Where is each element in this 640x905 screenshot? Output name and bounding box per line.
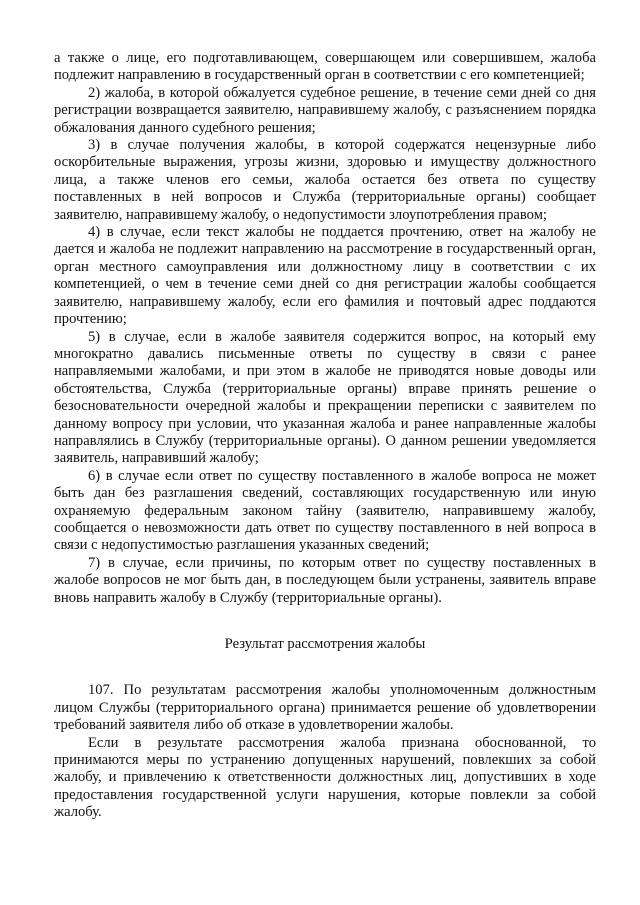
- paragraph-item-3: 3) в случае получения жалобы, в которой содержатся нецензурные либо оскорбительные выражения, угрозы жизни, здоровью и имуществу должностного лица, а также членов его семьи, жалоба остается без ответа по существу поставленных в ней вопросов и Служба (территориальные органы) сообщает заявителю, направившему жалобу, о недопустимости злоупотребления правом;: [54, 137, 596, 223]
- document-page: [54, 50, 596, 822]
- paragraph-107: 107. По результатам рассмотрения жалобы уполномоченным должностным лицом Службы (территориального органа) принимается решение об удовлетворении требований заявителя либо об отказе в удовлетворении жалобы.: [54, 682, 596, 734]
- paragraph-continuation: а также о лице, его подготавливающем, совершающем или совершившем, жалоба подлежит направлению в государственный орган в соответствии с его компетенцией;: [54, 50, 596, 84]
- paragraph-item-7: 7) в случае, если причины, по которым ответ по существу поставленных в жалобе вопросов не мог быть дан, в последующем были устранены, заявитель вправе вновь направить жалобу в Службу (территориальные органы).: [54, 554, 596, 606]
- paragraph-item-6: 6) в случае если ответ по существу поставленного в жалобе вопроса не может быть дан без разглашения сведений, составляющих государственную или иную охраняемую федеральным законом тайну (заявителю, направившему жалобу, сообщается о невозможности дать ответ по существу поставленного в ней вопроса в связи с недопустимостью разглашения указанных сведений;: [54, 467, 596, 554]
- paragraph-item-5: 5) в случае, если в жалобе заявителя содержится вопрос, на который ему многократно давались письменные ответы по существу в связи с ранее направляемыми жалобами, и при этом в жалобе не приводятся новые доводы или обстоятельства, Служба (территориальные органы) вправе принять решение о безосновательности очередной жалобы и прекращении переписки с заявителем по данному вопросу при условии, что указанная жалоба и ранее направленные жалобы направлялись в Службу (территориальные органы). О данном решении уведомляется заявитель, направивший жалобу;: [54, 328, 596, 467]
- paragraph-item-4: 4) в случае, если текст жалобы не поддается прочтению, ответ на жалобу не дается и жалоба не подлежит направлению на рассмотрение в государственный орган, орган местного самоуправления или должностному лицу в соответствии с их компетенцией, о чем в течение семи дней со дня регистрации жалобы сообщается заявителю, направившему жалобу, если его фамилия и почтовый адрес поддаются прочтению;: [54, 224, 596, 328]
- paragraph-item-2: 2) жалоба, в которой обжалуется судебное решение, в течение семи дней со дня регистрации возвращается заявителю, направившему жалобу, с разъяснением порядка обжалования данного судебного решения;: [54, 84, 596, 136]
- paragraph-justified-complaint: Если в результате рассмотрения жалоба признана обоснованной, то принимаются меры по устранению допущенных нарушений, повлекших за собой жалобу, и привлечению к ответственности должностных лиц, допустивших в ходе предоставления государственной услуги нарушения, которые повлекли за собой жалобу.: [54, 734, 596, 821]
- section-heading: Результат рассмотрения жалобы: [224, 636, 426, 652]
